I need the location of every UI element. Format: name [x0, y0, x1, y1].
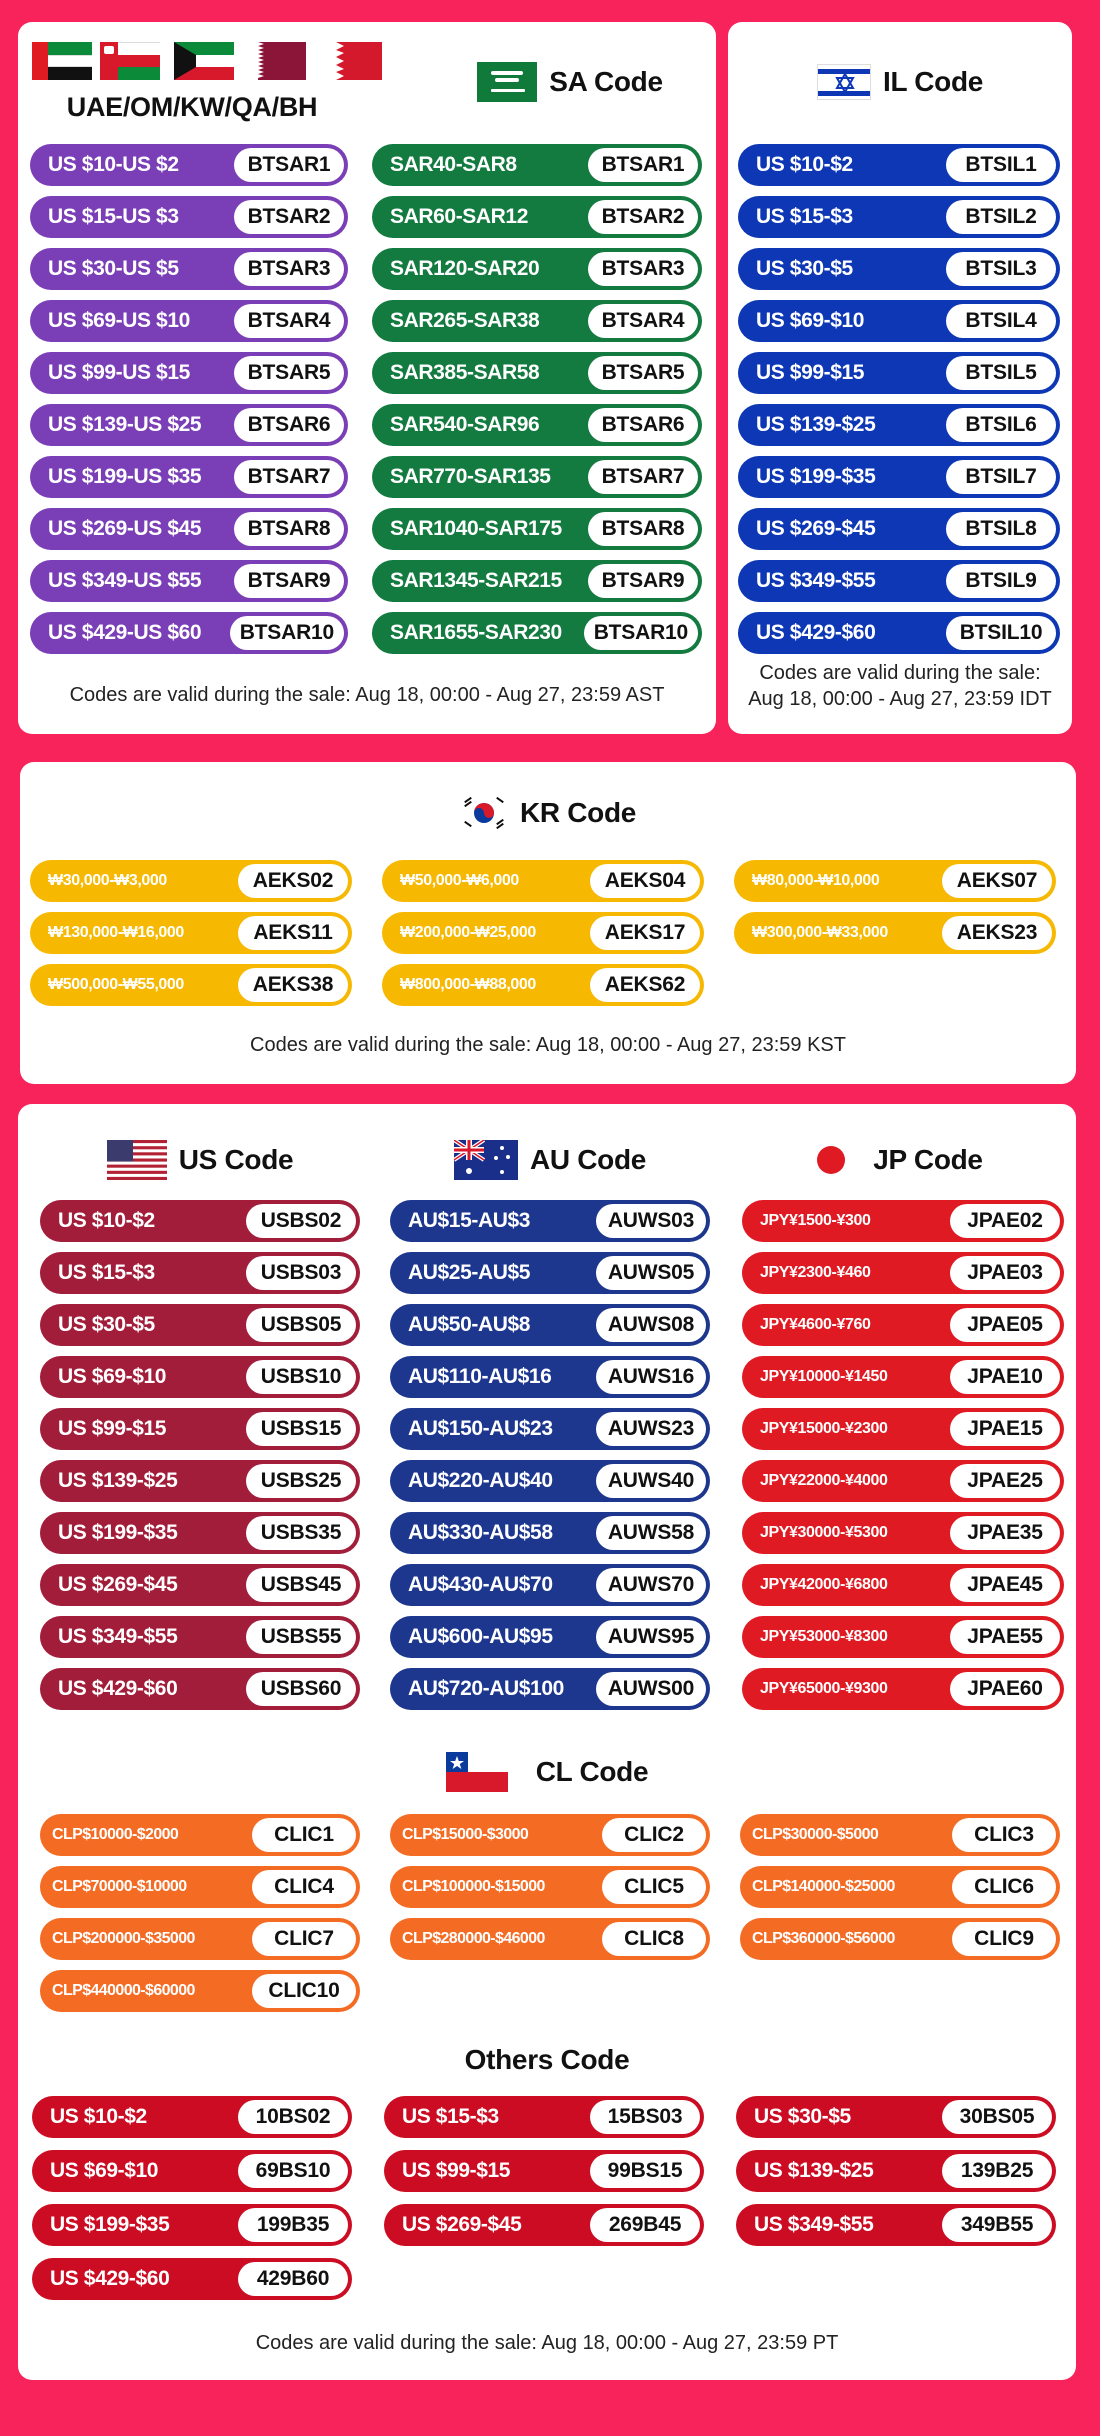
gulf-coupon-pill[interactable] — [30, 404, 348, 446]
us-price-range: US $199-$35 — [58, 1521, 178, 1544]
cl-coupon-code[interactable]: CLIC3 — [952, 1818, 1056, 1852]
il-coupon-pill[interactable] — [738, 456, 1060, 498]
sa-coupon-pill[interactable] — [372, 352, 702, 394]
il-title-group — [728, 60, 1072, 104]
au-price-range: AU$600-AU$95 — [408, 1625, 553, 1648]
kr-coupon-code[interactable]: AEKS23 — [942, 916, 1052, 950]
korea-flag-icon — [460, 795, 508, 831]
il-price-range: US $99-$15 — [756, 361, 865, 384]
il-coupon-code[interactable]: BTSIL1 — [946, 148, 1056, 182]
au-coupon-pill[interactable] — [390, 1616, 710, 1658]
il-coupon-pill[interactable] — [738, 248, 1060, 290]
others-price-range: US $349-$55 — [754, 2213, 874, 2236]
sa-coupon-pill[interactable] — [372, 456, 702, 498]
au-coupon-code[interactable]: AUWS08 — [596, 1308, 706, 1342]
others-coupon-pill[interactable] — [736, 2204, 1056, 2246]
cl-coupon-pill[interactable] — [740, 1814, 1060, 1856]
us-coupon-code[interactable]: USBS45 — [246, 1568, 356, 1602]
gulf-price-range: US $429-US $60 — [48, 621, 202, 644]
us-coupon-code[interactable]: USBS25 — [246, 1464, 356, 1498]
gulf-coupon-pill[interactable] — [30, 612, 348, 654]
jp-coupon-code[interactable]: JPAE45 — [950, 1568, 1060, 1602]
chile-flag-icon — [446, 1752, 508, 1792]
kr-coupon-pill[interactable] — [382, 860, 704, 902]
kr-coupon-code[interactable]: AEKS38 — [238, 968, 348, 1002]
gulf-price-range: US $139-US $25 — [48, 413, 202, 436]
sa-coupon-pill[interactable] — [372, 560, 702, 602]
cl-price-range: CLP$440000-$60000 — [52, 1982, 195, 1999]
us-coupon-pill[interactable] — [40, 1564, 360, 1606]
au-price-range: AU$15-AU$3 — [408, 1209, 531, 1232]
others-coupon-code[interactable]: 99BS15 — [590, 2154, 700, 2188]
cl-coupon-pill[interactable] — [390, 1918, 710, 1960]
il-coupon-code[interactable]: BTSIL6 — [946, 408, 1056, 442]
cl-title: CL Code — [535, 1756, 649, 1787]
qatar-flag-icon — [246, 42, 306, 80]
others-price-range: US $30-$5 — [754, 2105, 851, 2128]
sa-price-range: SAR120-SAR20 — [390, 257, 540, 280]
cl-coupon-code[interactable]: CLIC9 — [952, 1922, 1056, 1956]
israel-flag-icon — [817, 64, 871, 100]
cl-price-range: CLP$140000-$25000 — [752, 1878, 895, 1895]
gulf-coupon-code[interactable]: BTSAR7 — [234, 460, 344, 494]
oman-flag-icon — [100, 42, 160, 80]
others-coupon-code[interactable]: 199B35 — [238, 2208, 348, 2242]
jp-coupon-code[interactable]: JPAE02 — [950, 1204, 1060, 1238]
gulf-coupon-pill[interactable] — [30, 456, 348, 498]
il-coupon-code[interactable]: BTSIL10 — [946, 616, 1056, 650]
gulf-flags — [32, 42, 352, 82]
jp-price-range: JPY¥53000-¥8300 — [760, 1628, 888, 1645]
others-coupon-code[interactable]: 349B55 — [942, 2208, 1052, 2242]
au-coupon-pill[interactable] — [390, 1564, 710, 1606]
cl-coupon-pill[interactable] — [390, 1814, 710, 1856]
gulf-coupon-pill[interactable] — [30, 560, 348, 602]
au-coupon-code[interactable]: AUWS23 — [596, 1412, 706, 1446]
us-coupon-pill[interactable] — [40, 1668, 360, 1710]
il-coupon-code[interactable]: BTSIL3 — [946, 252, 1056, 286]
kr-coupon-code[interactable]: AEKS17 — [590, 916, 700, 950]
jp-coupon-pill[interactable] — [742, 1460, 1064, 1502]
il-coupon-pill[interactable] — [738, 560, 1060, 602]
il-price-range: US $349-$55 — [756, 569, 876, 592]
others-price-range: US $199-$35 — [50, 2213, 170, 2236]
il-price-range: US $10-$2 — [756, 153, 853, 176]
others-price-range: US $429-$60 — [50, 2267, 170, 2290]
sa-coupon-pill[interactable] — [372, 144, 702, 186]
kr-price-range: ₩50,000-₩6,000 — [400, 872, 519, 889]
il-coupon-code[interactable]: BTSIL7 — [946, 460, 1056, 494]
gulf-coupon-pill[interactable] — [30, 144, 348, 186]
cl-coupon-pill[interactable] — [40, 1814, 360, 1856]
sa-coupon-pill[interactable] — [372, 612, 702, 654]
jp-coupon-code[interactable]: JPAE15 — [950, 1412, 1060, 1446]
kr-coupon-code[interactable]: AEKS07 — [942, 864, 1052, 898]
il-price-range: US $269-$45 — [756, 517, 876, 540]
sa-validity-note: Codes are valid during the sale: Aug 18, 00:00 - Aug 27, 23:59 AST — [69, 684, 665, 706]
au-coupon-code[interactable]: AUWS58 — [596, 1516, 706, 1550]
cl-price-range: CLP$30000-$5000 — [752, 1826, 879, 1843]
au-price-range: AU$720-AU$100 — [408, 1677, 564, 1700]
kr-price-range: ₩300,000-₩33,000 — [752, 924, 888, 941]
il-coupon-pill[interactable] — [738, 352, 1060, 394]
sa-coupon-code[interactable]: BTSAR10 — [584, 616, 698, 650]
il-coupon-code[interactable]: BTSIL8 — [946, 512, 1056, 546]
us-price-range: US $69-$10 — [58, 1365, 167, 1388]
au-price-range: AU$330-AU$58 — [408, 1521, 553, 1544]
kr-coupon-pill[interactable] — [382, 912, 704, 954]
sa-coupon-code[interactable]: BTSAR5 — [588, 356, 698, 390]
kr-coupon-pill[interactable] — [30, 860, 352, 902]
kr-coupon-code[interactable]: AEKS04 — [590, 864, 700, 898]
au-price-range: AU$220-AU$40 — [408, 1469, 553, 1492]
kr-price-range: ₩30,000-₩3,000 — [48, 872, 167, 889]
sa-price-range: SAR540-SAR96 — [390, 413, 540, 436]
bahrain-flag-icon — [322, 42, 382, 80]
us-title-group — [40, 1138, 360, 1182]
jp-coupon-pill[interactable] — [742, 1252, 1064, 1294]
il-coupon-pill[interactable] — [738, 508, 1060, 550]
jp-price-range: JPY¥22000-¥4000 — [760, 1472, 888, 1489]
jp-coupon-pill[interactable] — [742, 1200, 1064, 1242]
au-coupon-code[interactable]: AUWS05 — [596, 1256, 706, 1290]
us-coupon-pill[interactable] — [40, 1356, 360, 1398]
cl-title-group — [18, 1750, 1076, 1794]
jp-price-range: JPY¥65000-¥9300 — [760, 1680, 888, 1697]
sa-price-range: SAR770-SAR135 — [390, 465, 551, 488]
au-coupon-code[interactable]: AUWS40 — [596, 1464, 706, 1498]
us-coupon-pill[interactable] — [40, 1460, 360, 1502]
australia-flag-icon — [454, 1140, 518, 1180]
il-price-range: US $429-$60 — [756, 621, 876, 644]
others-coupon-code[interactable]: 269B45 — [590, 2208, 700, 2242]
kr-coupon-pill[interactable] — [734, 860, 1056, 902]
jp-coupon-code[interactable]: JPAE03 — [950, 1256, 1060, 1290]
gulf-price-range: US $30-US $5 — [48, 257, 179, 280]
gulf-price-range: US $10-US $2 — [48, 153, 179, 176]
sa-coupon-pill[interactable] — [372, 300, 702, 342]
cl-coupon-code[interactable]: CLIC2 — [602, 1818, 706, 1852]
cl-price-range: CLP$10000-$2000 — [52, 1826, 179, 1843]
kr-coupon-pill[interactable] — [30, 912, 352, 954]
us-coupon-pill[interactable] — [40, 1304, 360, 1346]
us-coupon-code[interactable]: USBS35 — [246, 1516, 356, 1550]
jp-price-range: JPY¥4600-¥760 — [760, 1316, 871, 1333]
cl-coupon-code[interactable]: CLIC6 — [952, 1870, 1056, 1904]
kuwait-flag-icon — [174, 42, 234, 80]
us-price-range: US $349-$55 — [58, 1625, 178, 1648]
au-coupon-pill[interactable] — [390, 1356, 710, 1398]
others-coupon-pill[interactable] — [736, 2096, 1056, 2138]
gulf-coupon-code[interactable]: BTSAR5 — [234, 356, 344, 390]
uae-flag-icon — [32, 42, 92, 80]
gulf-price-range: US $199-US $35 — [48, 465, 202, 488]
au-price-range: AU$110-AU$16 — [408, 1365, 552, 1388]
au-coupon-pill[interactable] — [390, 1668, 710, 1710]
gulf-coupon-code[interactable]: BTSAR6 — [234, 408, 344, 442]
au-coupon-code[interactable]: AUWS16 — [596, 1360, 706, 1394]
sa-coupon-pill[interactable] — [372, 404, 702, 446]
il-price-range: US $69-$10 — [756, 309, 865, 332]
sa-coupon-code[interactable]: BTSAR3 — [588, 252, 698, 286]
jp-title: JP Code — [873, 1144, 983, 1175]
others-validity-note: Codes are valid during the sale: Aug 18, 00:00 - Aug 27, 23:59 PT — [255, 2332, 839, 2354]
japan-flag-icon — [817, 1146, 845, 1174]
others-coupon-pill[interactable] — [32, 2204, 352, 2246]
il-coupon-code[interactable]: BTSIL5 — [946, 356, 1056, 390]
kr-coupon-code[interactable]: AEKS11 — [238, 916, 348, 950]
kr-title: KR Code — [519, 797, 637, 828]
gulf-coupon-code[interactable]: BTSAR2 — [234, 200, 344, 234]
au-coupon-code[interactable]: AUWS00 — [596, 1672, 706, 1706]
cl-coupon-pill[interactable] — [40, 1918, 360, 1960]
others-price-range: US $99-$15 — [402, 2159, 511, 2182]
il-coupon-code[interactable]: BTSIL9 — [946, 564, 1056, 598]
kr-price-range: ₩200,000-₩25,000 — [400, 924, 536, 941]
il-coupon-code[interactable]: BTSIL4 — [946, 304, 1056, 338]
others-coupon-code[interactable]: 139B25 — [942, 2154, 1052, 2188]
jp-coupon-pill[interactable] — [742, 1512, 1064, 1554]
us-flag-icon — [107, 1140, 167, 1180]
au-title-group — [390, 1138, 710, 1182]
others-coupon-pill[interactable] — [384, 2204, 704, 2246]
others-price-range: US $10-$2 — [50, 2105, 147, 2128]
gulf-price-range: US $269-US $45 — [48, 517, 202, 540]
il-coupon-pill[interactable] — [738, 404, 1060, 446]
us-coupon-pill[interactable] — [40, 1408, 360, 1450]
cl-price-range: CLP$15000-$3000 — [402, 1826, 529, 1843]
au-coupon-code[interactable]: AUWS95 — [596, 1620, 706, 1654]
others-coupon-pill[interactable] — [736, 2150, 1056, 2192]
us-coupon-code[interactable]: USBS03 — [246, 1256, 356, 1290]
au-price-range: AU$150-AU$23 — [408, 1417, 553, 1440]
gulf-title: UAE/OM/KW/QA/BH — [66, 91, 318, 122]
us-title: US Code — [178, 1144, 294, 1175]
sa-coupon-code[interactable]: BTSAR6 — [588, 408, 698, 442]
sa-coupon-pill[interactable] — [372, 248, 702, 290]
others-coupon-pill[interactable] — [32, 2150, 352, 2192]
us-price-range: US $30-$5 — [58, 1313, 155, 1336]
cl-price-range: CLP$70000-$10000 — [52, 1878, 187, 1895]
jp-coupon-pill[interactable] — [742, 1668, 1064, 1710]
others-price-range: US $15-$3 — [402, 2105, 499, 2128]
gulf-price-range: US $349-US $55 — [48, 569, 202, 592]
jp-coupon-code[interactable]: JPAE25 — [950, 1464, 1060, 1498]
jp-coupon-pill[interactable] — [742, 1356, 1064, 1398]
au-price-range: AU$430-AU$70 — [408, 1573, 553, 1596]
au-title: AU Code — [529, 1144, 647, 1175]
cl-price-range: CLP$200000-$35000 — [52, 1930, 195, 1947]
others-coupon-code[interactable]: 30BS05 — [942, 2100, 1052, 2134]
us-coupon-pill[interactable] — [40, 1512, 360, 1554]
cl-coupon-pill[interactable] — [40, 1866, 360, 1908]
au-coupon-pill[interactable] — [390, 1252, 710, 1294]
au-coupon-pill[interactable] — [390, 1304, 710, 1346]
il-coupon-code[interactable]: BTSIL2 — [946, 200, 1056, 234]
kr-coupon-pill[interactable] — [734, 912, 1056, 954]
cl-coupon-pill[interactable] — [390, 1866, 710, 1908]
kr-price-range: ₩500,000-₩55,000 — [48, 976, 184, 993]
cl-coupon-code[interactable]: CLIC5 — [602, 1870, 706, 1904]
au-price-range: AU$50-AU$8 — [408, 1313, 531, 1336]
others-price-range: US $269-$45 — [402, 2213, 522, 2236]
us-price-range: US $139-$25 — [58, 1469, 178, 1492]
il-coupon-pill[interactable] — [738, 196, 1060, 238]
gulf-coupon-pill[interactable] — [30, 300, 348, 342]
il-price-range: US $30-$5 — [756, 257, 853, 280]
il-title: IL Code — [882, 66, 984, 97]
us-coupon-pill[interactable] — [40, 1616, 360, 1658]
il-validity-note-line2: Aug 18, 00:00 - Aug 27, 23:59 IDT — [748, 688, 1052, 710]
sa-price-range: SAR385-SAR58 — [390, 361, 540, 384]
gulf-coupon-code[interactable]: BTSAR10 — [230, 616, 344, 650]
il-coupon-pill[interactable] — [738, 144, 1060, 186]
gulf-coupon-pill[interactable] — [30, 352, 348, 394]
cl-price-range: CLP$360000-$56000 — [752, 1930, 895, 1947]
others-coupon-pill[interactable] — [384, 2096, 704, 2138]
kr-coupon-pill[interactable] — [30, 964, 352, 1006]
others-coupon-pill[interactable] — [32, 2096, 352, 2138]
others-coupon-code[interactable]: 10BS02 — [238, 2100, 348, 2134]
jp-title-group — [740, 1138, 1060, 1182]
sa-price-range: SAR1655-SAR230 — [390, 621, 562, 644]
au-coupon-pill[interactable] — [390, 1460, 710, 1502]
sa-coupon-code[interactable]: BTSAR9 — [588, 564, 698, 598]
gulf-price-range: US $15-US $3 — [48, 205, 179, 228]
kr-coupon-pill[interactable] — [382, 964, 704, 1006]
us-coupon-code[interactable]: USBS02 — [246, 1204, 356, 1238]
cl-coupon-code[interactable]: CLIC10 — [252, 1974, 356, 2008]
jp-price-range: JPY¥10000-¥1450 — [760, 1368, 888, 1385]
sa-price-range: SAR40-SAR8 — [390, 153, 517, 176]
jp-price-range: JPY¥30000-¥5300 — [760, 1524, 888, 1541]
cl-coupon-pill[interactable] — [740, 1866, 1060, 1908]
jp-price-range: JPY¥42000-¥6800 — [760, 1576, 888, 1593]
au-coupon-pill[interactable] — [390, 1200, 710, 1242]
us-price-range: US $269-$45 — [58, 1573, 178, 1596]
us-price-range: US $99-$15 — [58, 1417, 167, 1440]
sa-title: SA Code — [549, 66, 663, 97]
kr-title-group — [20, 792, 1076, 834]
others-coupon-code[interactable]: 429B60 — [238, 2262, 348, 2296]
au-coupon-pill[interactable] — [390, 1512, 710, 1554]
gulf-coupon-code[interactable]: BTSAR1 — [234, 148, 344, 182]
others-coupon-pill[interactable] — [384, 2150, 704, 2192]
sa-coupon-pill[interactable] — [372, 508, 702, 550]
cl-coupon-pill[interactable] — [740, 1918, 1060, 1960]
gulf-coupon-pill[interactable] — [30, 508, 348, 550]
jp-coupon-code[interactable]: JPAE05 — [950, 1308, 1060, 1342]
jp-coupon-pill[interactable] — [742, 1564, 1064, 1606]
sa-price-range: SAR1345-SAR215 — [390, 569, 562, 592]
gulf-coupon-pill[interactable] — [30, 196, 348, 238]
us-price-range: US $429-$60 — [58, 1677, 178, 1700]
us-coupon-code[interactable]: USBS55 — [246, 1620, 356, 1654]
jp-coupon-code[interactable]: JPAE55 — [950, 1620, 1060, 1654]
gulf-coupon-pill[interactable] — [30, 248, 348, 290]
others-title: Others Code — [464, 2044, 630, 2075]
sa-price-range: SAR265-SAR38 — [390, 309, 540, 332]
jp-coupon-code[interactable]: JPAE10 — [950, 1360, 1060, 1394]
gulf-coupon-code[interactable]: BTSAR4 — [234, 304, 344, 338]
others-coupon-pill[interactable] — [32, 2258, 352, 2300]
il-price-range: US $199-$35 — [756, 465, 876, 488]
sa-coupon-pill[interactable] — [372, 196, 702, 238]
sa-coupon-code[interactable]: BTSAR2 — [588, 200, 698, 234]
il-price-range: US $15-$3 — [756, 205, 853, 228]
kr-price-range: ₩80,000-₩10,000 — [752, 872, 880, 889]
others-coupon-code[interactable]: 15BS03 — [590, 2100, 700, 2134]
jp-coupon-code[interactable]: JPAE35 — [950, 1516, 1060, 1550]
jp-price-range: JPY¥1500-¥300 — [760, 1212, 871, 1229]
us-coupon-code[interactable]: USBS60 — [246, 1672, 356, 1706]
sa-price-range: SAR1040-SAR175 — [390, 517, 562, 540]
us-coupon-code[interactable]: USBS10 — [246, 1360, 356, 1394]
kr-coupon-code[interactable]: AEKS02 — [238, 864, 348, 898]
gulf-coupon-code[interactable]: BTSAR3 — [234, 252, 344, 286]
others-price-range: US $139-$25 — [754, 2159, 874, 2182]
others-coupon-code[interactable]: 69BS10 — [238, 2154, 348, 2188]
au-coupon-code[interactable]: AUWS03 — [596, 1204, 706, 1238]
jp-price-range: JPY¥15000-¥2300 — [760, 1420, 888, 1437]
sa-coupon-code[interactable]: BTSAR4 — [588, 304, 698, 338]
kr-price-range: ₩800,000-₩88,000 — [400, 976, 536, 993]
gulf-price-range: US $69-US $10 — [48, 309, 190, 332]
sa-title-group — [440, 60, 700, 104]
cl-price-range: CLP$100000-$15000 — [402, 1878, 545, 1895]
cl-coupon-code[interactable]: CLIC7 — [252, 1922, 356, 1956]
kr-price-range: ₩130,000-₩16,000 — [48, 924, 184, 941]
au-coupon-pill[interactable] — [390, 1408, 710, 1450]
il-coupon-pill[interactable] — [738, 300, 1060, 342]
us-price-range: US $10-$2 — [58, 1209, 155, 1232]
gulf-coupon-code[interactable]: BTSAR8 — [234, 512, 344, 546]
us-price-range: US $15-$3 — [58, 1261, 155, 1284]
saudi-flag-icon — [477, 62, 537, 102]
jp-price-range: JPY¥2300-¥460 — [760, 1264, 871, 1281]
kr-validity-note: Codes are valid during the sale: Aug 18, 00:00 - Aug 27, 23:59 KST — [250, 1034, 846, 1056]
sa-price-range: SAR60-SAR12 — [390, 205, 528, 228]
il-coupon-pill[interactable] — [738, 612, 1060, 654]
sa-coupon-code[interactable]: BTSAR1 — [588, 148, 698, 182]
us-coupon-pill[interactable] — [40, 1252, 360, 1294]
others-price-range: US $69-$10 — [50, 2159, 159, 2182]
au-coupon-code[interactable]: AUWS70 — [596, 1568, 706, 1602]
au-price-range: AU$25-AU$5 — [408, 1261, 531, 1284]
il-price-range: US $139-$25 — [756, 413, 876, 436]
jp-coupon-pill[interactable] — [742, 1408, 1064, 1450]
il-validity-note-line1: Codes are valid during the sale: — [759, 662, 1041, 684]
sa-coupon-code[interactable]: BTSAR7 — [588, 460, 698, 494]
jp-coupon-pill[interactable] — [742, 1304, 1064, 1346]
gulf-price-range: US $99-US $15 — [48, 361, 190, 384]
jp-coupon-pill[interactable] — [742, 1616, 1064, 1658]
jp-coupon-code[interactable]: JPAE60 — [950, 1672, 1060, 1706]
cl-coupon-code[interactable]: CLIC1 — [252, 1818, 356, 1852]
cl-coupon-code[interactable]: CLIC4 — [252, 1870, 356, 1904]
cl-coupon-code[interactable]: CLIC8 — [602, 1922, 706, 1956]
us-coupon-code[interactable]: USBS15 — [246, 1412, 356, 1446]
cl-price-range: CLP$280000-$46000 — [402, 1930, 545, 1947]
us-coupon-code[interactable]: USBS05 — [246, 1308, 356, 1342]
sa-coupon-code[interactable]: BTSAR8 — [588, 512, 698, 546]
kr-coupon-code[interactable]: AEKS62 — [590, 968, 700, 1002]
us-coupon-pill[interactable] — [40, 1200, 360, 1242]
cl-coupon-pill[interactable] — [40, 1970, 360, 2012]
gulf-coupon-code[interactable]: BTSAR9 — [234, 564, 344, 598]
